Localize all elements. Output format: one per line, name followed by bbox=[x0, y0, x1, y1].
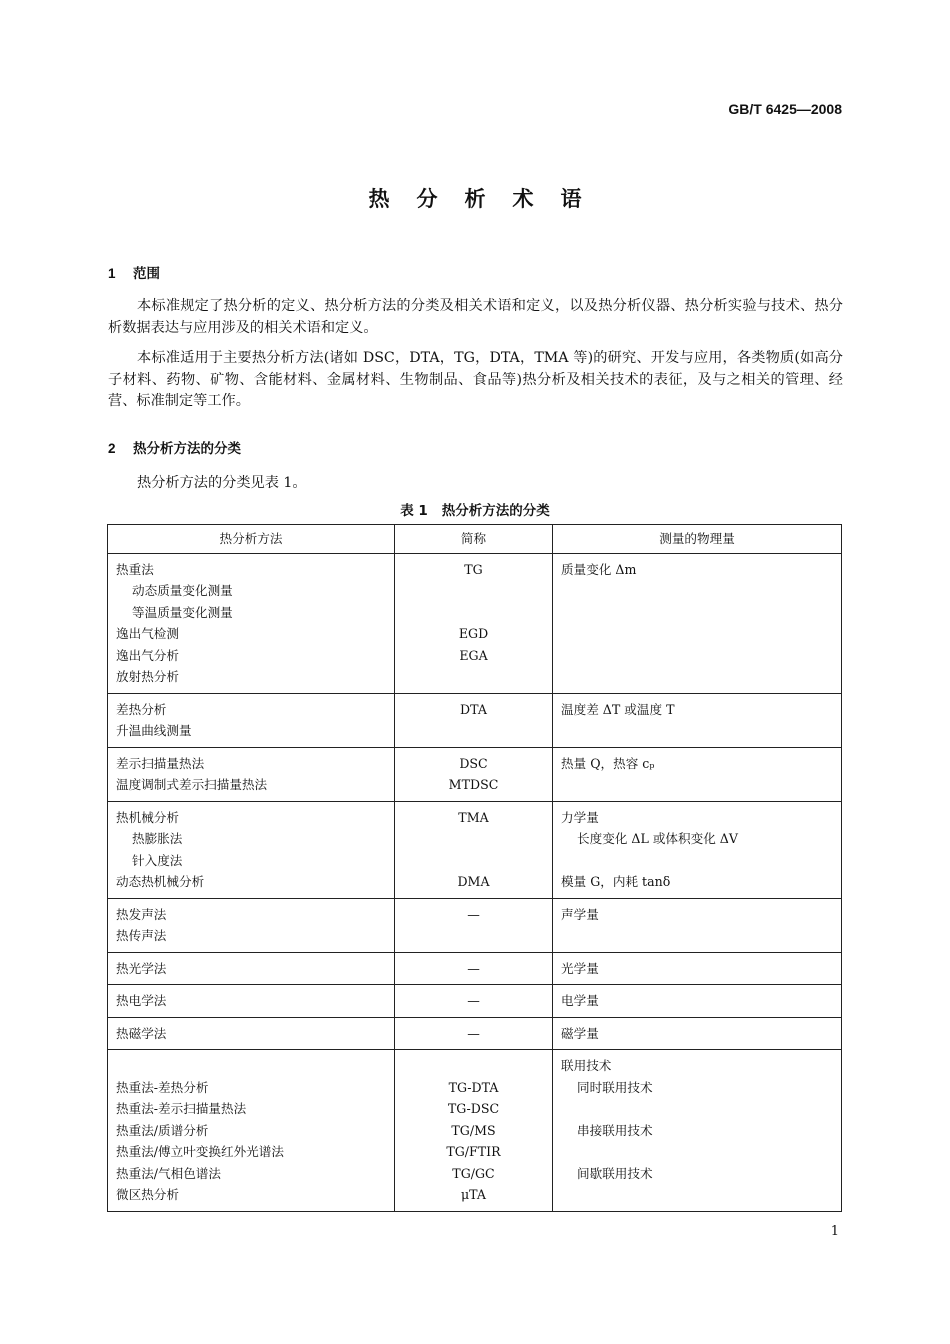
method-cell-line: 热磁学法 bbox=[116, 1025, 167, 1041]
table-row bbox=[108, 952, 842, 985]
method-cell-line: 热发声法 bbox=[116, 906, 167, 922]
abbreviation-cell-line: TG/FTIR bbox=[446, 1144, 501, 1159]
method-cell-line: 热膨胀法 bbox=[132, 831, 183, 846]
abbreviation-cell-line: DTA bbox=[460, 701, 487, 717]
table-row bbox=[108, 693, 842, 747]
method-cell bbox=[108, 693, 395, 747]
section-1-heading bbox=[108, 262, 160, 282]
method-cell bbox=[108, 747, 395, 801]
abbreviation-cell-line: EGD bbox=[458, 626, 489, 641]
section-title: 范围 bbox=[133, 266, 160, 282]
quantity-cell-line: 串接联用技术 bbox=[577, 1122, 653, 1138]
abbreviation-cell-line: TG/GC bbox=[452, 1165, 495, 1181]
method-cell-line: 热重法-差热分析 bbox=[116, 1079, 209, 1095]
quantity-cell-line: 联用技术 bbox=[561, 1058, 612, 1073]
table-row bbox=[108, 1050, 842, 1212]
quantity-cell bbox=[553, 693, 842, 747]
abbreviation-cell-line: — bbox=[467, 906, 480, 922]
method-cell-line bbox=[116, 1055, 386, 1077]
page-number: 1 bbox=[830, 1224, 839, 1239]
section-2-heading bbox=[108, 437, 241, 457]
method-cell bbox=[108, 985, 395, 1018]
method-cell-line: 升温曲线测量 bbox=[116, 723, 192, 738]
abbreviation-cell-line: TG/MS bbox=[451, 1122, 496, 1138]
classification-table bbox=[107, 524, 842, 1212]
quantity-cell bbox=[553, 553, 842, 693]
abbreviation-cell-line bbox=[403, 666, 544, 688]
abbreviation-cell-line: TMA bbox=[458, 809, 489, 825]
quantity-cell bbox=[553, 801, 842, 898]
quantity-cell bbox=[553, 1050, 842, 1212]
quantity-cell-line: 温度差 ΔT 或温度 T bbox=[561, 701, 675, 717]
method-cell bbox=[108, 952, 395, 985]
abbreviation-cell bbox=[395, 693, 553, 747]
abbreviation-cell-line bbox=[403, 850, 544, 872]
method-cell-line: 动态热机械分析 bbox=[116, 874, 205, 889]
method-cell-line: 逸出气分析 bbox=[116, 647, 179, 663]
abbreviation-cell-line: DSC bbox=[459, 755, 488, 771]
method-cell bbox=[108, 1050, 395, 1212]
abbreviation-cell-line: MTDSC bbox=[448, 777, 499, 792]
quantity-cell bbox=[553, 898, 842, 952]
abbreviation-cell bbox=[395, 898, 553, 952]
method-cell-line: 热传声法 bbox=[116, 928, 167, 943]
method-cell-line: 微区热分析 bbox=[116, 1187, 179, 1202]
abbreviation-cell-line bbox=[403, 580, 544, 602]
header-method: 热分析方法 bbox=[108, 525, 395, 554]
method-cell-line: 热机械分析 bbox=[116, 809, 179, 825]
quantity-cell-line: 光学量 bbox=[561, 960, 599, 976]
abbreviation-cell bbox=[395, 985, 553, 1018]
abbreviation-cell-line: TG-DSC bbox=[447, 1101, 500, 1116]
abbreviation-cell-line bbox=[403, 828, 544, 850]
quantity-cell-line: 声学量 bbox=[561, 906, 599, 922]
method-cell-line: 差示扫描量热法 bbox=[116, 755, 205, 771]
table-row bbox=[108, 801, 842, 898]
method-cell-line: 热重法 bbox=[116, 561, 154, 577]
abbreviation-cell bbox=[395, 801, 553, 898]
quantity-cell-line bbox=[561, 1141, 833, 1163]
abbreviation-cell-line bbox=[403, 602, 544, 624]
abbreviation-cell bbox=[395, 553, 553, 693]
method-cell-line: 热重法/质谱分析 bbox=[116, 1122, 209, 1138]
abbreviation-cell bbox=[395, 1017, 553, 1050]
abbreviation-cell bbox=[395, 952, 553, 985]
method-cell bbox=[108, 1017, 395, 1050]
quantity-cell-line: 电学量 bbox=[561, 993, 599, 1008]
table-row bbox=[108, 553, 842, 693]
table-row bbox=[108, 747, 842, 801]
method-cell-line: 等温质量变化测量 bbox=[132, 604, 233, 620]
quantity-cell bbox=[553, 1017, 842, 1050]
quantity-cell bbox=[553, 747, 842, 801]
method-cell-line: 热光学法 bbox=[116, 960, 167, 976]
method-cell bbox=[108, 898, 395, 952]
section-2-paragraph: 热分析方法的分类见表 1。 bbox=[137, 475, 307, 491]
quantity-cell-line: 间歇联用技术 bbox=[577, 1165, 653, 1181]
abbreviation-cell-line: DMA bbox=[457, 874, 490, 889]
table-header-row bbox=[108, 525, 842, 554]
table-row bbox=[108, 898, 842, 952]
method-cell-line: 放射热分析 bbox=[116, 669, 179, 684]
table-caption bbox=[0, 499, 950, 519]
abbreviation-cell-line: TG-DTA bbox=[448, 1079, 499, 1095]
table-row bbox=[108, 1017, 842, 1050]
method-cell-line: 热重法/气相色谱法 bbox=[116, 1165, 221, 1181]
method-cell-line: 热重法/傅立叶变换红外光谱法 bbox=[116, 1144, 284, 1159]
quantity-cell-line bbox=[561, 1098, 833, 1120]
quantity-cell-line: 长度变化 ΔL 或体积变化 ΔV bbox=[577, 831, 739, 846]
abbreviation-cell-line: — bbox=[467, 960, 480, 976]
abbreviation-cell-line bbox=[403, 720, 544, 742]
abbreviation-cell-line bbox=[403, 1055, 544, 1077]
quantity-cell-line bbox=[561, 850, 833, 872]
quantity-cell bbox=[553, 985, 842, 1018]
header-abbreviation: 简称 bbox=[395, 525, 553, 554]
quantity-cell-line: 同时联用技术 bbox=[577, 1079, 653, 1095]
abbreviation-cell bbox=[395, 1050, 553, 1212]
method-cell-line: 热电学法 bbox=[116, 993, 167, 1008]
table-row bbox=[108, 985, 842, 1018]
abbreviation-cell-line: μTA bbox=[461, 1187, 486, 1202]
quantity-cell-line: 磁学量 bbox=[561, 1025, 599, 1041]
abbreviation-cell-line: TG bbox=[464, 561, 483, 577]
method-cell-line: 动态质量变化测量 bbox=[132, 583, 233, 598]
method-cell-line: 热重法-差示扫描量热法 bbox=[116, 1101, 247, 1116]
table-caption-title: 热分析方法的分类 bbox=[441, 503, 550, 519]
table-caption-label: 表 1 bbox=[400, 503, 428, 519]
document-title: 热分析术语 bbox=[368, 187, 609, 211]
quantity-cell-line: 模量 G，内耗 tanδ bbox=[561, 874, 671, 889]
section-number: 1 bbox=[108, 266, 116, 281]
abbreviation-cell-line: — bbox=[467, 993, 480, 1008]
quantity-cell-line: 热量 Q，热容 cₚ bbox=[561, 755, 655, 771]
abbreviation-cell-line: EGA bbox=[459, 647, 488, 663]
method-cell-line: 针入度法 bbox=[132, 852, 183, 868]
method-cell-line: 逸出气检测 bbox=[116, 626, 179, 641]
quantity-cell-line: 力学量 bbox=[561, 809, 599, 825]
abbreviation-cell bbox=[395, 747, 553, 801]
standard-code: GB/T 6425—2008 bbox=[728, 101, 842, 117]
method-cell-line: 温度调制式差示扫描量热法 bbox=[116, 777, 268, 792]
method-cell bbox=[108, 801, 395, 898]
abbreviation-cell-line: — bbox=[467, 1025, 480, 1041]
header-quantity: 测量的物理量 bbox=[553, 525, 842, 554]
method-cell-line: 差热分析 bbox=[116, 701, 167, 717]
section-1-paragraph-1: 本标准规定了热分析的定义、热分析方法的分类及相关术语和定义，以及热分析仪器、热分析实验与技术、热分析数据表达与应用涉及的相关术语和定义。 bbox=[108, 298, 843, 336]
abbreviation-cell-line bbox=[403, 925, 544, 947]
section-1-paragraph-2: 本标准适用于主要热分析方法(诸如 DSC，DTA，TG，DTA，TMA 等)的研究、开发与应用，各类物质(如高分子材料、药物、矿物、含能材料、金属材料、生物制品、食品等)热分析及相关技术的表征，及与之相关的管理、经营、标准制定等工作。 bbox=[108, 350, 843, 409]
quantity-cell bbox=[553, 952, 842, 985]
section-title: 热分析方法的分类 bbox=[133, 441, 241, 457]
method-cell bbox=[108, 553, 395, 693]
section-number: 2 bbox=[108, 441, 116, 456]
quantity-cell-line: 质量变化 Δm bbox=[561, 561, 637, 577]
